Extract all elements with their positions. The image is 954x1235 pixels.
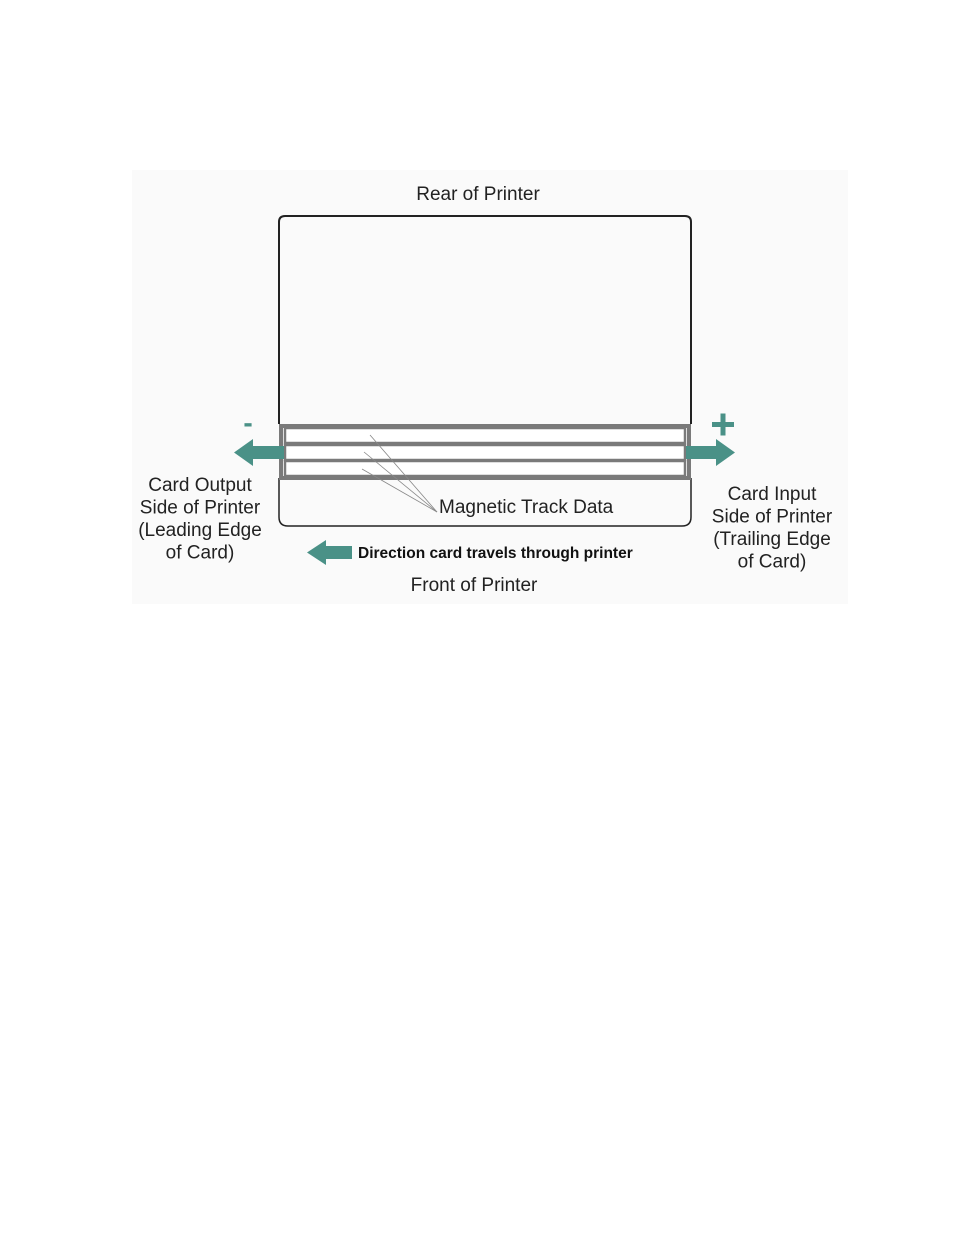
- front-of-printer-label: Front of Printer: [410, 575, 538, 596]
- right-label-line: (Trailing Edge: [713, 529, 831, 550]
- right-label-line: of Card): [737, 551, 807, 573]
- left-label-line: Card Output: [148, 475, 252, 496]
- magnetic-track: [285, 428, 685, 443]
- right-label-line: Card Input: [727, 484, 817, 505]
- right-label-line: Side of Printer: [711, 506, 833, 528]
- direction-label: Direction card travels through printer: [358, 545, 633, 562]
- rear-of-printer-label: Rear of Printer: [416, 184, 540, 205]
- left-label-line: of Card): [165, 542, 235, 564]
- left-label-line: Side of Printer: [139, 497, 261, 519]
- magnetic-stripe: [281, 426, 689, 478]
- magnetic-track-data-label: Magnetic Track Data: [439, 497, 614, 518]
- magnetic-track: [285, 461, 685, 476]
- magnetic-track: [285, 445, 685, 460]
- left-label-line: (Leading Edge: [138, 520, 262, 541]
- minus-sign: -: [243, 407, 253, 438]
